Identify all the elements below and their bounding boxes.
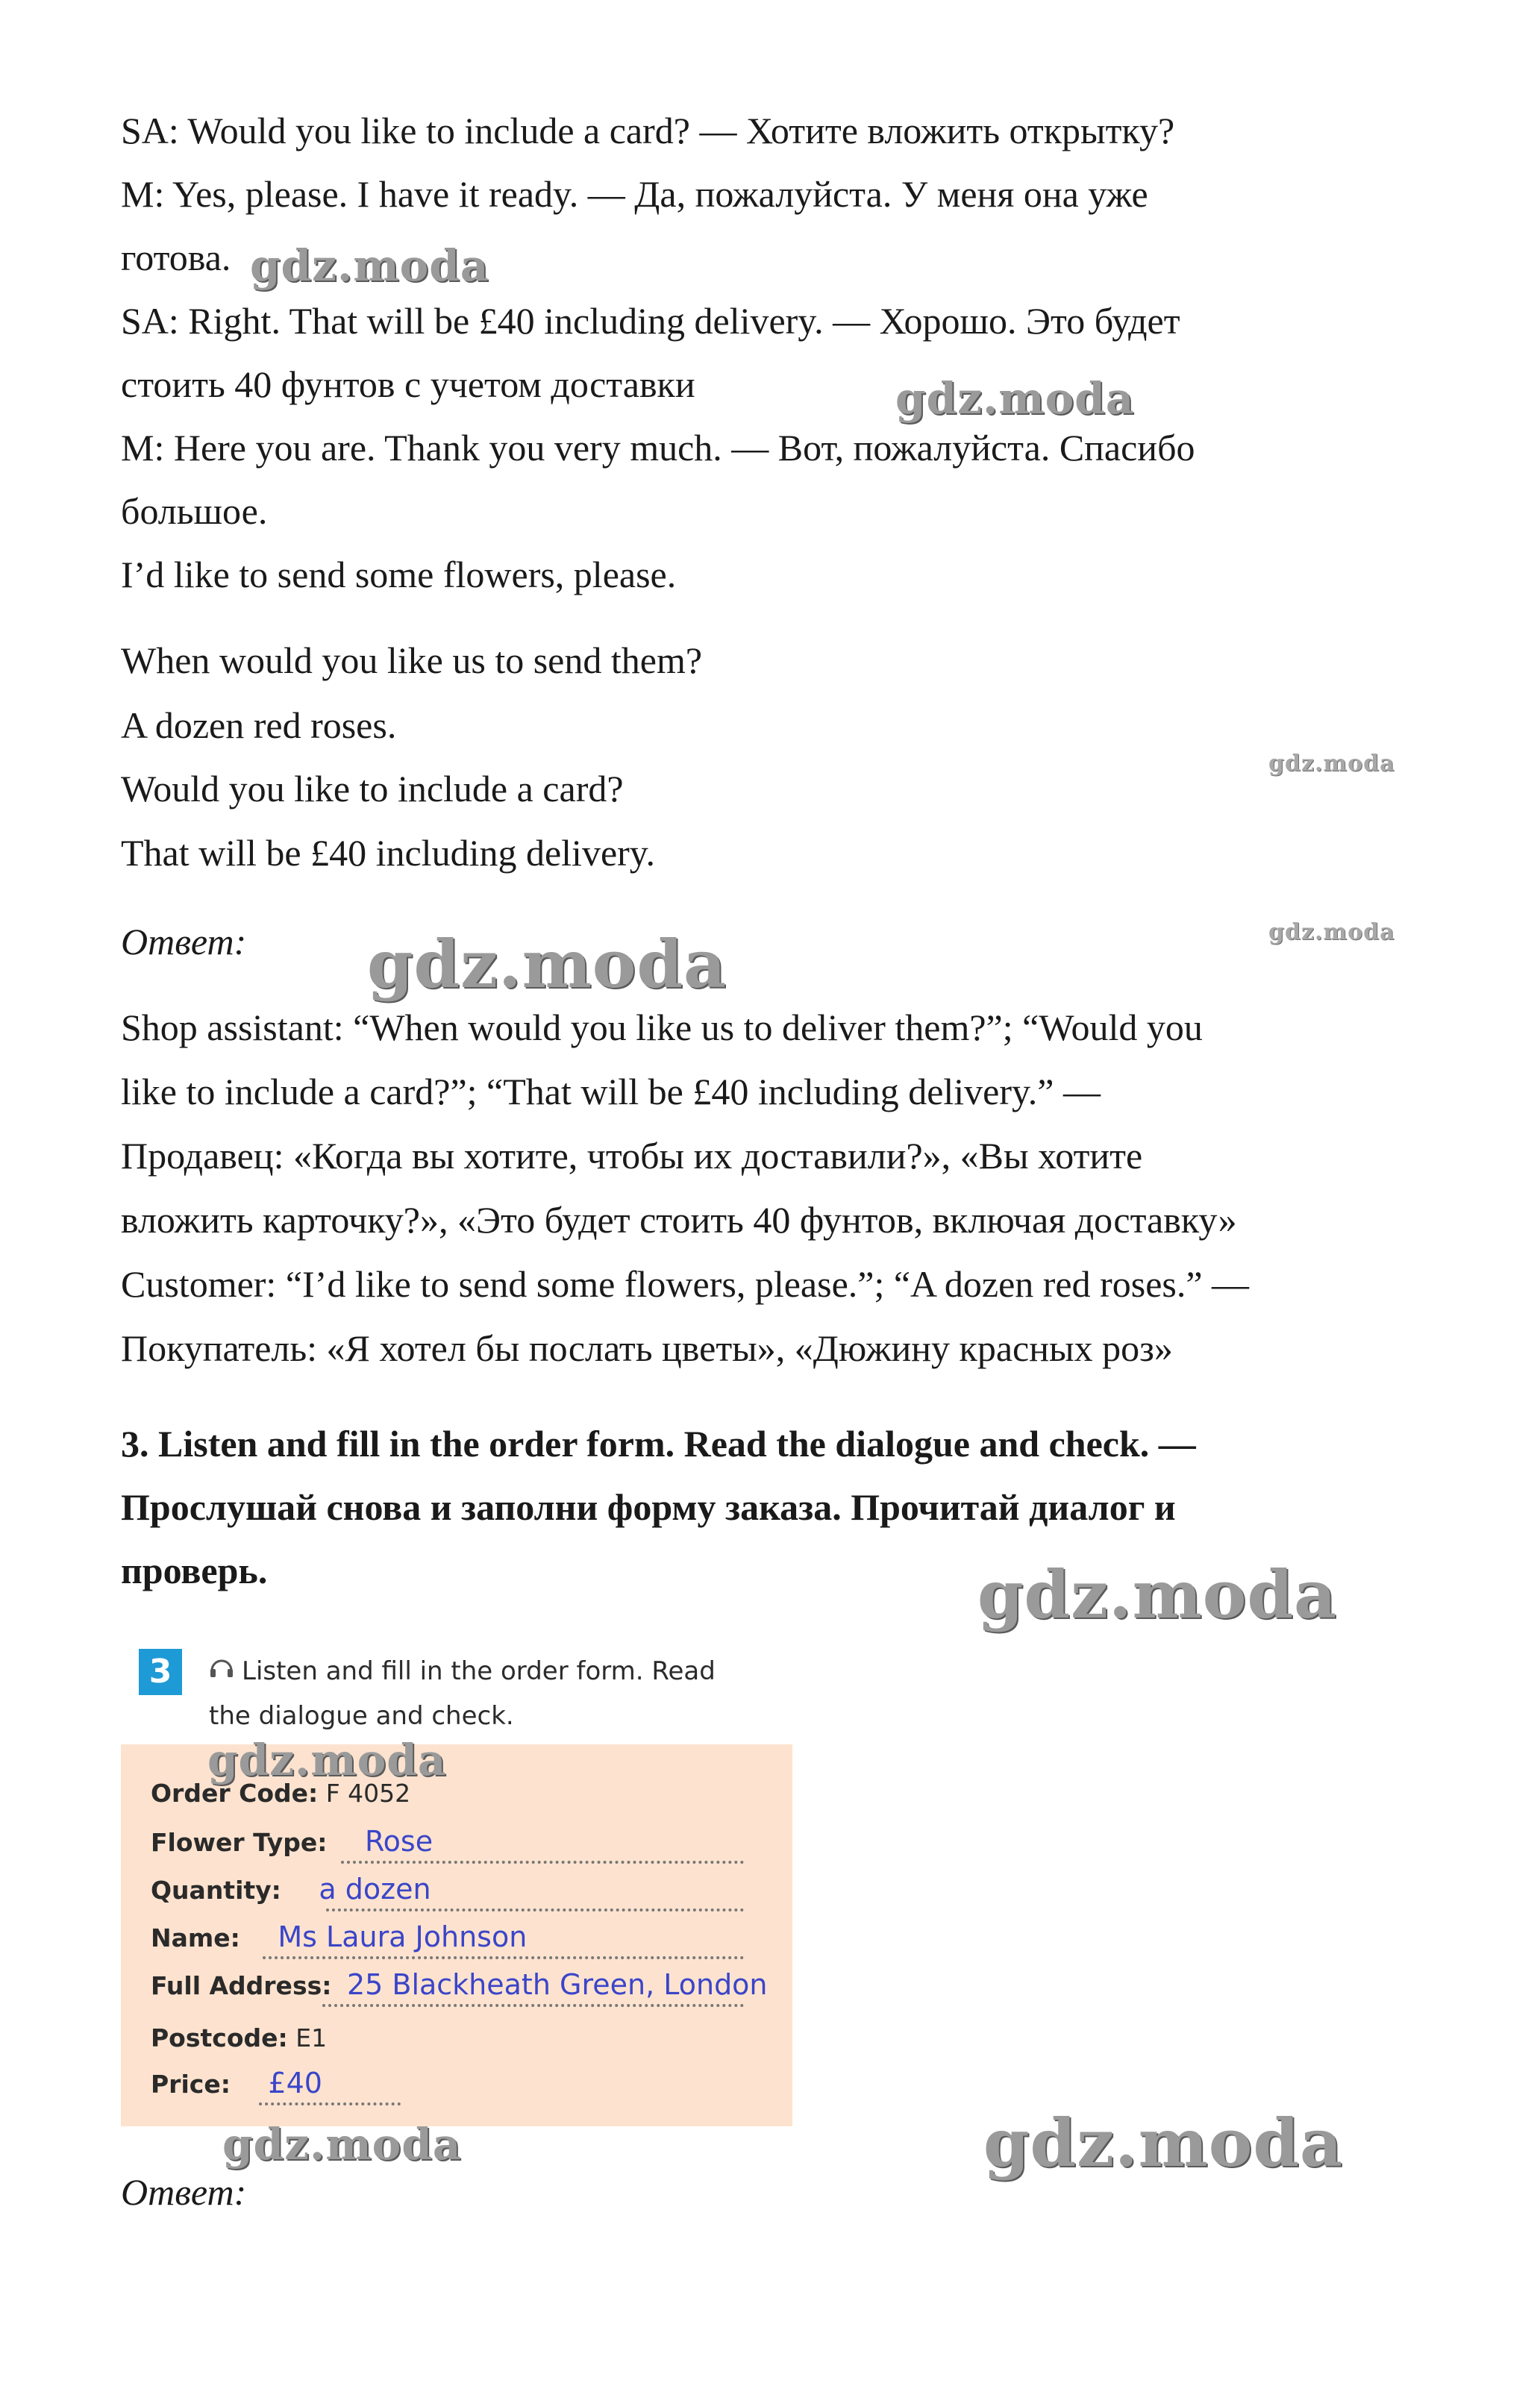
answer-line: вложить карточку?», «Это будет стоить 40 фунтов, включая доставку» bbox=[121, 1199, 1237, 1241]
headphones-icon bbox=[209, 1649, 234, 1694]
dotted-line bbox=[322, 2004, 744, 2007]
form-row-full-address: Full Address: 25 Blackheath Green, London bbox=[151, 1968, 768, 2001]
watermark: gdz.moda bbox=[250, 240, 489, 291]
dotted-line bbox=[341, 1861, 744, 1864]
answer-line: Customer: “I’d like to send some flowers, please.”; “A dozen red roses.” — bbox=[121, 1263, 1250, 1305]
task-heading: Прослушай снова и заполни форму заказа. Прочитай диалог и bbox=[121, 1486, 1176, 1528]
dialogue-line: M: Yes, please. I have it ready. — Да, пожалуйста. У меня она уже bbox=[121, 173, 1148, 215]
form-row-quantity: Quantity: a dozen bbox=[151, 1873, 431, 1906]
watermark: gdz.moda bbox=[895, 373, 1135, 424]
order-form bbox=[121, 1744, 792, 2126]
phrase-line: Would you like to include a card? bbox=[121, 768, 624, 810]
exercise-number: 3 bbox=[139, 1649, 182, 1695]
dialogue-line: стоить 40 фунтов с учетом доставки bbox=[121, 363, 695, 405]
exercise-instruction: the dialogue and check. bbox=[209, 1701, 514, 1731]
watermark: gdz.moda bbox=[977, 1556, 1338, 1633]
watermark: gdz.moda bbox=[207, 1735, 447, 1785]
form-row-flower-type: Flower Type: Rose bbox=[151, 1825, 433, 1858]
phrase-line: A dozen red roses. bbox=[121, 704, 397, 746]
answer-line: like to include a card?”; “That will be £40 including delivery.” — bbox=[121, 1071, 1101, 1112]
form-row-price: Price: £40 bbox=[151, 2067, 322, 2099]
watermark: gdz.moda bbox=[1268, 919, 1395, 945]
dotted-line bbox=[326, 1908, 744, 1911]
dialogue-line: большое. bbox=[121, 490, 268, 532]
dialogue-line: SA: Would you like to include a card? — Хотите вложить открытку? bbox=[121, 110, 1175, 151]
dialogue-line: готова. bbox=[121, 237, 231, 278]
answer-label: Ответ: bbox=[121, 921, 247, 962]
task-heading: 3. Listen and fill in the order form. Read the dialogue and check. — bbox=[121, 1423, 1196, 1465]
answer-line: Покупатель: «Я хотел бы послать цветы», «Дюжину красных роз» bbox=[121, 1327, 1173, 1369]
phrase-line: That will be £40 including delivery. bbox=[121, 832, 656, 874]
dialogue-line: I’d like to send some flowers, please. bbox=[121, 554, 677, 595]
form-row-order-code: Order Code: F 4052 bbox=[151, 1779, 411, 1808]
watermark: gdz.moda bbox=[983, 2104, 1344, 2182]
form-row-name: Name: Ms Laura Johnson bbox=[151, 1920, 528, 1953]
dotted-line bbox=[263, 1956, 744, 1959]
dialogue-line: M: Here you are. Thank you very much. — Вот, пожалуйста. Спасибо bbox=[121, 427, 1195, 469]
watermark: gdz.moda bbox=[1268, 751, 1395, 777]
exercise-instruction: Listen and fill in the order form. Read bbox=[242, 1656, 716, 1686]
textbook-excerpt bbox=[121, 1641, 792, 2130]
answer-line: Продавец: «Когда вы хотите, чтобы их доставили?», «Вы хотите bbox=[121, 1135, 1143, 1177]
dialogue-line: SA: Right. That will be £40 including delivery. — Хорошо. Это будет bbox=[121, 300, 1180, 342]
phrase-line: When would you like us to send them? bbox=[121, 639, 703, 681]
task-heading: проверь. bbox=[121, 1550, 268, 1591]
form-row-postcode: Postcode: E1 bbox=[151, 2023, 328, 2052]
watermark: gdz.moda bbox=[222, 2119, 462, 2170]
answer-line: Shop assistant: “When would you like us to deliver them?”; “Would you bbox=[121, 1006, 1203, 1048]
dotted-line bbox=[259, 2102, 401, 2105]
watermark: gdz.moda bbox=[367, 925, 727, 1003]
answer-label: Ответ: bbox=[121, 2171, 247, 2213]
